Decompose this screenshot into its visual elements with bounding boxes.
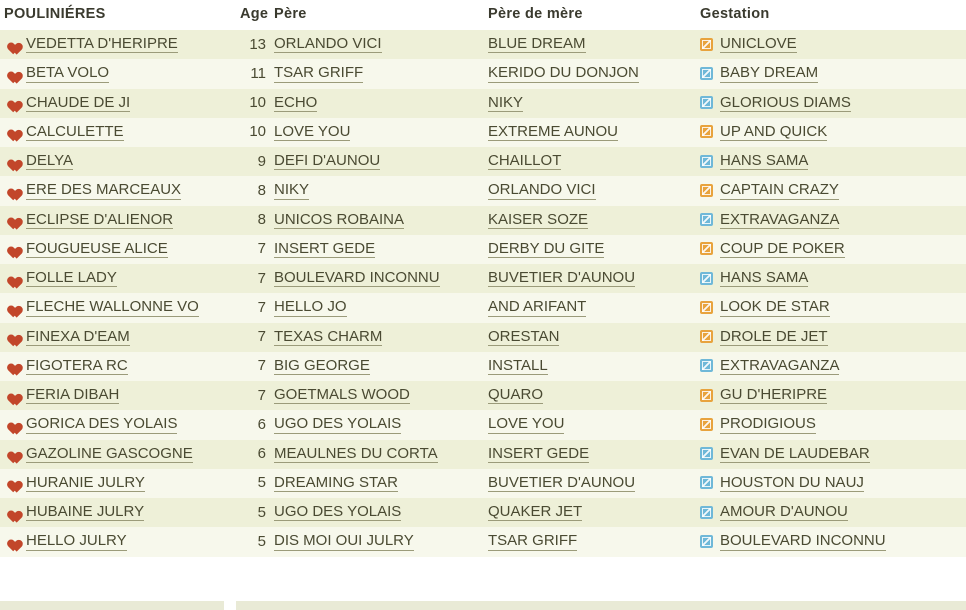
- heart-icon: [4, 417, 19, 431]
- heart-icon: [4, 329, 19, 343]
- cell-damsire: [484, 235, 696, 264]
- table-row[interactable]: [0, 264, 966, 293]
- cell-age: 5: [236, 527, 270, 556]
- column-header-damsire[interactable]: Père de mère: [484, 0, 696, 30]
- cell-damsire: [484, 293, 696, 322]
- table-row[interactable]: [0, 293, 966, 322]
- heart-icon: [4, 475, 19, 489]
- gestation-name-link[interactable]: GLORIOUS DIAMS: [720, 93, 851, 111]
- column-header-age[interactable]: Age: [236, 0, 270, 30]
- sire-name-link[interactable]: UGO DES YOLAIS: [274, 415, 402, 433]
- cell-sire: [270, 293, 484, 322]
- cell-mare: [0, 30, 236, 59]
- cell-sire: [270, 527, 484, 556]
- gestation-square-blue-icon: [700, 213, 713, 226]
- cell-gestation: [696, 264, 966, 293]
- gestation-name-link[interactable]: EXTRAVAGANZA: [720, 356, 840, 374]
- gestation-square-blue-icon: [700, 359, 713, 372]
- scrollbar-track-left[interactable]: [0, 601, 224, 610]
- damsire-name-link[interactable]: DERBY DU GITE: [488, 239, 605, 257]
- scrollbar-track-right[interactable]: [236, 601, 966, 610]
- cell-damsire: [484, 352, 696, 381]
- cell-gestation: [696, 30, 966, 59]
- heart-icon: [4, 300, 19, 314]
- damsire-name-link[interactable]: LOVE YOU: [488, 415, 565, 433]
- gestation-square-orange-icon: [700, 125, 713, 138]
- column-header-mare[interactable]: POULINIÉRES: [0, 0, 236, 30]
- mare-name-link[interactable]: HELLO JULRY: [26, 532, 127, 550]
- horizontal-scrollbar[interactable]: [0, 601, 966, 610]
- cell-damsire: [484, 176, 696, 205]
- gestation-name-link[interactable]: AMOUR D'AUNOU: [720, 503, 848, 520]
- table-row[interactable]: [0, 410, 966, 439]
- sire-name-link[interactable]: MEAULNES DU CORTA: [274, 444, 438, 462]
- damsire-name-link[interactable]: AND ARIFANT: [488, 298, 587, 316]
- damsire-name-link[interactable]: ORLANDO VICI: [488, 181, 596, 199]
- cell-sire: [270, 498, 484, 527]
- table-body: [0, 30, 966, 557]
- gestation-square-orange-icon: [700, 184, 713, 197]
- cell-mare: [0, 147, 236, 176]
- cell-damsire: [484, 118, 696, 147]
- heart-icon: [4, 446, 19, 460]
- cell-damsire: [484, 527, 696, 556]
- heart-icon: [4, 505, 19, 519]
- sire-name-link[interactable]: TEXAS CHARM: [274, 327, 383, 345]
- cell-gestation: [696, 410, 966, 439]
- cell-gestation: [696, 323, 966, 352]
- damsire-name-link[interactable]: KERIDO DU DONJON: [488, 64, 639, 82]
- cell-sire: [270, 323, 484, 352]
- cell-damsire: [484, 147, 696, 176]
- cell-gestation: [696, 352, 966, 381]
- cell-sire: [270, 206, 484, 235]
- mare-name-link[interactable]: HUBAINE JULRY: [26, 503, 145, 520]
- gestation-name-link[interactable]: HANS SAMA: [720, 269, 809, 286]
- cell-age: 6: [236, 410, 270, 439]
- cell-mare: [0, 206, 236, 235]
- sire-name-link[interactable]: UNICOS ROBAINA: [274, 210, 405, 228]
- cell-damsire: [484, 59, 696, 88]
- cell-damsire: [484, 381, 696, 410]
- damsire-name-link[interactable]: QUAKER JET: [488, 503, 583, 520]
- cell-age: 13: [236, 30, 270, 59]
- mare-name-link[interactable]: FOLLE LADY: [26, 269, 117, 286]
- sire-name-link[interactable]: INSERT GEDE: [274, 239, 376, 257]
- sire-name-link[interactable]: DREAMING STAR: [274, 473, 398, 491]
- sire-name-link[interactable]: ORLANDO VICI: [274, 35, 382, 52]
- sire-name-link[interactable]: BOULEVARD INCONNU: [274, 269, 440, 286]
- gestation-square-blue-icon: [700, 155, 713, 168]
- damsire-name-link[interactable]: QUARO: [488, 386, 544, 403]
- cell-age: 7: [236, 235, 270, 264]
- mare-name-link[interactable]: FOUGUEUSE ALICE: [26, 239, 168, 257]
- cell-sire: [270, 30, 484, 59]
- sire-name-link[interactable]: HELLO JO: [274, 298, 347, 316]
- gestation-square-orange-icon: [700, 301, 713, 314]
- mare-name-link[interactable]: GORICA DES YOLAIS: [26, 415, 178, 433]
- damsire-name-link[interactable]: ORESTAN: [488, 327, 560, 345]
- gestation-name-link[interactable]: HOUSTON DU NAUJ: [720, 473, 864, 491]
- sire-name-link[interactable]: LOVE YOU: [274, 122, 351, 140]
- cell-gestation: [696, 381, 966, 410]
- heart-icon: [4, 66, 19, 80]
- table-row[interactable]: [0, 118, 966, 147]
- cell-mare: [0, 440, 236, 469]
- damsire-name-link[interactable]: INSERT GEDE: [488, 444, 590, 462]
- cell-damsire: [484, 264, 696, 293]
- sire-name-link[interactable]: UGO DES YOLAIS: [274, 503, 402, 520]
- cell-mare: [0, 352, 236, 381]
- cell-age: 7: [236, 264, 270, 293]
- cell-mare: [0, 264, 236, 293]
- table-row[interactable]: [0, 527, 966, 556]
- cell-age: 5: [236, 498, 270, 527]
- cell-gestation: [696, 440, 966, 469]
- heart-icon: [4, 212, 19, 226]
- table-row[interactable]: [0, 352, 966, 381]
- mare-name-link[interactable]: FERIA DIBAH: [26, 386, 120, 403]
- gestation-square-orange-icon: [700, 389, 713, 402]
- cell-gestation: [696, 89, 966, 118]
- gestation-square-blue-icon: [700, 535, 713, 548]
- cell-age: 9: [236, 147, 270, 176]
- cell-gestation: [696, 118, 966, 147]
- table-row[interactable]: [0, 147, 966, 176]
- mare-name-link[interactable]: FINEXA D'EAM: [26, 327, 130, 345]
- cell-age: 8: [236, 206, 270, 235]
- cell-gestation: [696, 293, 966, 322]
- damsire-name-link[interactable]: TSAR GRIFF: [488, 532, 578, 550]
- cell-mare: [0, 235, 236, 264]
- sire-name-link[interactable]: NIKY: [274, 181, 310, 199]
- cell-age: 10: [236, 89, 270, 118]
- damsire-name-link[interactable]: EXTREME AUNOU: [488, 122, 619, 140]
- cell-gestation: [696, 498, 966, 527]
- cell-sire: [270, 89, 484, 118]
- cell-age: 5: [236, 469, 270, 498]
- cell-damsire: [484, 410, 696, 439]
- gestation-square-blue-icon: [700, 96, 713, 109]
- cell-damsire: [484, 440, 696, 469]
- gestation-name-link[interactable]: UNICLOVE: [720, 35, 797, 52]
- gestation-square-orange-icon: [700, 38, 713, 51]
- gestation-name-link[interactable]: CAPTAIN CRAZY: [720, 181, 839, 199]
- sire-name-link[interactable]: BIG GEORGE: [274, 356, 370, 374]
- cell-mare: [0, 118, 236, 147]
- table-row[interactable]: [0, 469, 966, 498]
- cell-mare: [0, 381, 236, 410]
- sire-name-link[interactable]: DIS MOI OUI JULRY: [274, 532, 414, 550]
- cell-age: 7: [236, 293, 270, 322]
- damsire-name-link[interactable]: BUVETIER D'AUNOU: [488, 473, 636, 491]
- cell-age: 10: [236, 118, 270, 147]
- column-header-gestation[interactable]: Gestation: [696, 0, 966, 30]
- gestation-square-orange-icon: [700, 418, 713, 431]
- mare-name-link[interactable]: FIGOTERA RC: [26, 356, 128, 374]
- sire-name-link[interactable]: DEFI D'AUNOU: [274, 152, 381, 169]
- cell-age: 6: [236, 440, 270, 469]
- damsire-name-link[interactable]: BUVETIER D'AUNOU: [488, 269, 636, 286]
- cell-sire: [270, 147, 484, 176]
- sire-name-link[interactable]: TSAR GRIFF: [274, 64, 364, 82]
- heart-icon: [4, 95, 19, 109]
- gestation-name-link[interactable]: BOULEVARD INCONNU: [720, 532, 886, 550]
- cell-damsire: [484, 498, 696, 527]
- damsire-name-link[interactable]: NIKY: [488, 93, 524, 111]
- gestation-name-link[interactable]: EXTRAVAGANZA: [720, 210, 840, 228]
- cell-age: 7: [236, 352, 270, 381]
- cell-mare: [0, 59, 236, 88]
- damsire-name-link[interactable]: BLUE DREAM: [488, 35, 586, 52]
- cell-gestation: [696, 527, 966, 556]
- cell-gestation: [696, 469, 966, 498]
- gestation-square-orange-icon: [700, 330, 713, 343]
- cell-mare: [0, 89, 236, 118]
- cell-mare: [0, 410, 236, 439]
- gestation-name-link[interactable]: DROLE DE JET: [720, 327, 828, 345]
- table-row[interactable]: [0, 323, 966, 352]
- cell-damsire: [484, 30, 696, 59]
- cell-mare: [0, 323, 236, 352]
- gestation-square-blue-icon: [700, 447, 713, 460]
- table-header-row: [0, 0, 966, 30]
- cell-sire: [270, 352, 484, 381]
- cell-damsire: [484, 469, 696, 498]
- gestation-name-link[interactable]: UP AND QUICK: [720, 122, 828, 140]
- cell-sire: [270, 440, 484, 469]
- heart-icon: [4, 241, 19, 255]
- cell-sire: [270, 410, 484, 439]
- gestation-name-link[interactable]: COUP DE POKER: [720, 239, 845, 257]
- heart-icon: [4, 37, 19, 51]
- cell-gestation: [696, 235, 966, 264]
- table-row[interactable]: [0, 206, 966, 235]
- table-row[interactable]: [0, 440, 966, 469]
- gestation-name-link[interactable]: LOOK DE STAR: [720, 298, 830, 316]
- heart-icon: [4, 124, 19, 138]
- table-row[interactable]: [0, 381, 966, 410]
- heart-icon: [4, 183, 19, 197]
- cell-sire: [270, 59, 484, 88]
- heart-icon: [4, 388, 19, 402]
- gestation-name-link[interactable]: BABY DREAM: [720, 64, 819, 82]
- cell-damsire: [484, 323, 696, 352]
- table-row[interactable]: [0, 30, 966, 59]
- cell-mare: [0, 176, 236, 205]
- damsire-name-link[interactable]: KAISER SOZE: [488, 210, 589, 228]
- cell-mare: [0, 498, 236, 527]
- cell-sire: [270, 469, 484, 498]
- cell-sire: [270, 381, 484, 410]
- mare-name-link[interactable]: CALCULETTE: [26, 122, 124, 140]
- table-row[interactable]: [0, 59, 966, 88]
- gestation-square-orange-icon: [700, 242, 713, 255]
- heart-icon: [4, 154, 19, 168]
- cell-damsire: [484, 89, 696, 118]
- table-row[interactable]: [0, 498, 966, 527]
- heart-icon: [4, 271, 19, 285]
- sire-name-link[interactable]: GOETMALS WOOD: [274, 386, 410, 403]
- cell-mare: [0, 293, 236, 322]
- cell-damsire: [484, 206, 696, 235]
- heart-icon: [4, 358, 19, 372]
- gestation-name-link[interactable]: EVAN DE LAUDEBAR: [720, 444, 870, 462]
- damsire-name-link[interactable]: CHAILLOT: [488, 152, 562, 169]
- mare-name-link[interactable]: ECLIPSE D'ALIENOR: [26, 210, 174, 228]
- gestation-square-blue-icon: [700, 67, 713, 80]
- gestation-name-link[interactable]: HANS SAMA: [720, 152, 809, 169]
- mare-name-link[interactable]: VEDETTA D'HERIPRE: [26, 35, 178, 52]
- cell-age: 7: [236, 323, 270, 352]
- cell-mare: [0, 527, 236, 556]
- sire-name-link[interactable]: ECHO: [274, 93, 318, 111]
- mare-name-link[interactable]: CHAUDE DE JI: [26, 93, 131, 111]
- mare-name-link[interactable]: HURANIE JULRY: [26, 473, 145, 491]
- damsire-name-link[interactable]: INSTALL: [488, 356, 548, 374]
- column-header-sire[interactable]: Père: [270, 0, 484, 30]
- cell-gestation: [696, 206, 966, 235]
- mare-name-link[interactable]: ERE DES MARCEAUX: [26, 181, 182, 199]
- cell-sire: [270, 118, 484, 147]
- heart-icon: [4, 534, 19, 548]
- table-row[interactable]: [0, 89, 966, 118]
- cell-mare: [0, 469, 236, 498]
- cell-age: 11: [236, 59, 270, 88]
- cell-sire: [270, 264, 484, 293]
- mare-name-link[interactable]: BETA VOLO: [26, 64, 110, 82]
- cell-age: 8: [236, 176, 270, 205]
- mare-name-link[interactable]: GAZOLINE GASCOGNE: [26, 444, 193, 462]
- cell-sire: [270, 176, 484, 205]
- cell-gestation: [696, 59, 966, 88]
- table-row[interactable]: [0, 176, 966, 205]
- gestation-square-blue-icon: [700, 272, 713, 285]
- table-row[interactable]: [0, 235, 966, 264]
- gestation-name-link[interactable]: PRODIGIOUS: [720, 415, 816, 433]
- cell-gestation: [696, 176, 966, 205]
- cell-gestation: [696, 147, 966, 176]
- mare-name-link[interactable]: DELYA: [26, 152, 73, 169]
- gestation-name-link[interactable]: GU D'HERIPRE: [720, 386, 828, 403]
- mare-name-link[interactable]: FLECHE WALLONNE VO: [26, 298, 199, 316]
- gestation-square-blue-icon: [700, 476, 713, 489]
- gestation-square-blue-icon: [700, 506, 713, 519]
- cell-age: 7: [236, 381, 270, 410]
- cell-sire: [270, 235, 484, 264]
